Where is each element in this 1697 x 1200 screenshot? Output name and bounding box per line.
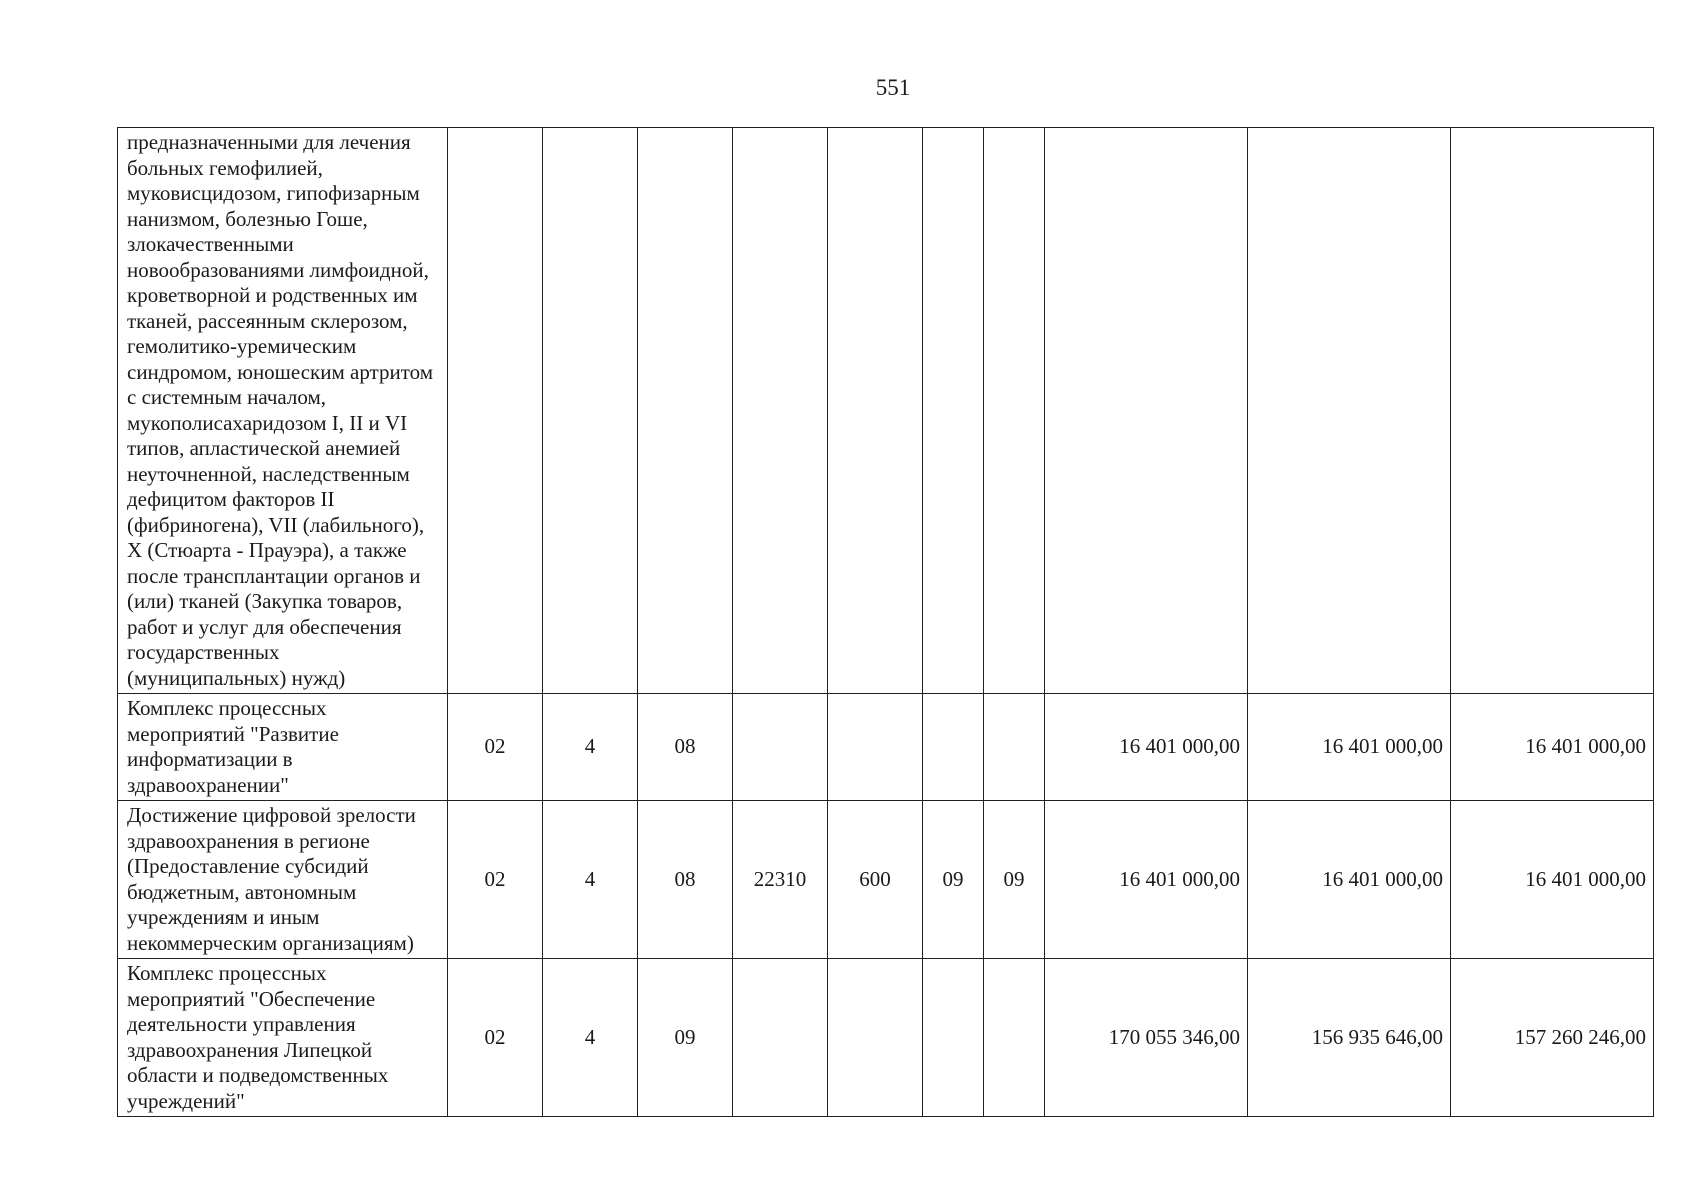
amount-cell: 157 260 246,00 bbox=[1451, 959, 1654, 1117]
row-name: Комплекс процессных мероприятий "Развитие информатизации в здравоохранении" bbox=[118, 694, 448, 801]
amount-cell: 16 401 000,00 bbox=[1045, 694, 1248, 801]
amount-cell: 16 401 000,00 bbox=[1451, 694, 1654, 801]
budget-table bbox=[117, 127, 1654, 1117]
table-row bbox=[118, 694, 1654, 801]
amount-cell: 16 401 000,00 bbox=[1248, 694, 1451, 801]
table-row bbox=[118, 959, 1654, 1117]
code-cell: 02 bbox=[448, 959, 543, 1117]
code-cell: 22310 bbox=[733, 801, 828, 959]
amount-cell bbox=[1045, 128, 1248, 694]
amount-cell: 16 401 000,00 bbox=[1248, 801, 1451, 959]
code-cell bbox=[923, 959, 984, 1117]
amount-cell: 16 401 000,00 bbox=[1451, 801, 1654, 959]
code-cell bbox=[543, 128, 638, 694]
table-row bbox=[118, 128, 1654, 694]
code-cell: 4 bbox=[543, 801, 638, 959]
amount-cell: 16 401 000,00 bbox=[1045, 801, 1248, 959]
amount-cell bbox=[1451, 128, 1654, 694]
code-cell: 02 bbox=[448, 694, 543, 801]
code-cell: 09 bbox=[923, 801, 984, 959]
code-cell: 08 bbox=[638, 801, 733, 959]
code-cell: 4 bbox=[543, 959, 638, 1117]
code-cell bbox=[733, 694, 828, 801]
code-cell: 4 bbox=[543, 694, 638, 801]
code-cell: 02 bbox=[448, 801, 543, 959]
code-cell bbox=[733, 128, 828, 694]
row-name: предназначенными для лечения больных гемофилией, муковисцидозом, гипофизарным нанизмом, болезнью Гоше, злокачественными новообразованиями лимфоидной, кроветворной и родственных им тканей, рассеянным склерозом, гемолитико-уремическим синдромом, юношеским артритом с системным началом, мукополисахаридозом I, II и VI типов, апластической анемией неуточненной, наследственным дефицитом факторов II (фибриногена), VII (лабильного), X (Стюарта - Прауэра), а также после трансплантации органов и (или) тканей (Закупка товаров, работ и услуг для обеспечения государственных (муниципальных) нужд) bbox=[118, 128, 448, 694]
code-cell: 09 bbox=[638, 959, 733, 1117]
amount-cell: 170 055 346,00 bbox=[1045, 959, 1248, 1117]
table-row bbox=[118, 801, 1654, 959]
code-cell bbox=[923, 128, 984, 694]
code-cell bbox=[733, 959, 828, 1117]
code-cell: 600 bbox=[828, 801, 923, 959]
code-cell bbox=[638, 128, 733, 694]
code-cell bbox=[828, 694, 923, 801]
code-cell bbox=[448, 128, 543, 694]
page-number: 551 bbox=[875, 75, 911, 100]
code-cell bbox=[923, 694, 984, 801]
code-cell: 09 bbox=[984, 801, 1045, 959]
code-cell bbox=[828, 128, 923, 694]
row-name: Комплекс процессных мероприятий "Обеспечение деятельности управления здравоохранения Липецкой области и подведомственных учреждений" bbox=[118, 959, 448, 1117]
code-cell bbox=[984, 959, 1045, 1117]
code-cell bbox=[984, 128, 1045, 694]
amount-cell bbox=[1248, 128, 1451, 694]
row-name: Достижение цифровой зрелости здравоохранения в регионе (Предоставление субсидий бюджетным, автономным учреждениям и иным некоммерческим организациям) bbox=[118, 801, 448, 959]
amount-cell: 156 935 646,00 bbox=[1248, 959, 1451, 1117]
code-cell: 08 bbox=[638, 694, 733, 801]
code-cell bbox=[984, 694, 1045, 801]
code-cell bbox=[828, 959, 923, 1117]
